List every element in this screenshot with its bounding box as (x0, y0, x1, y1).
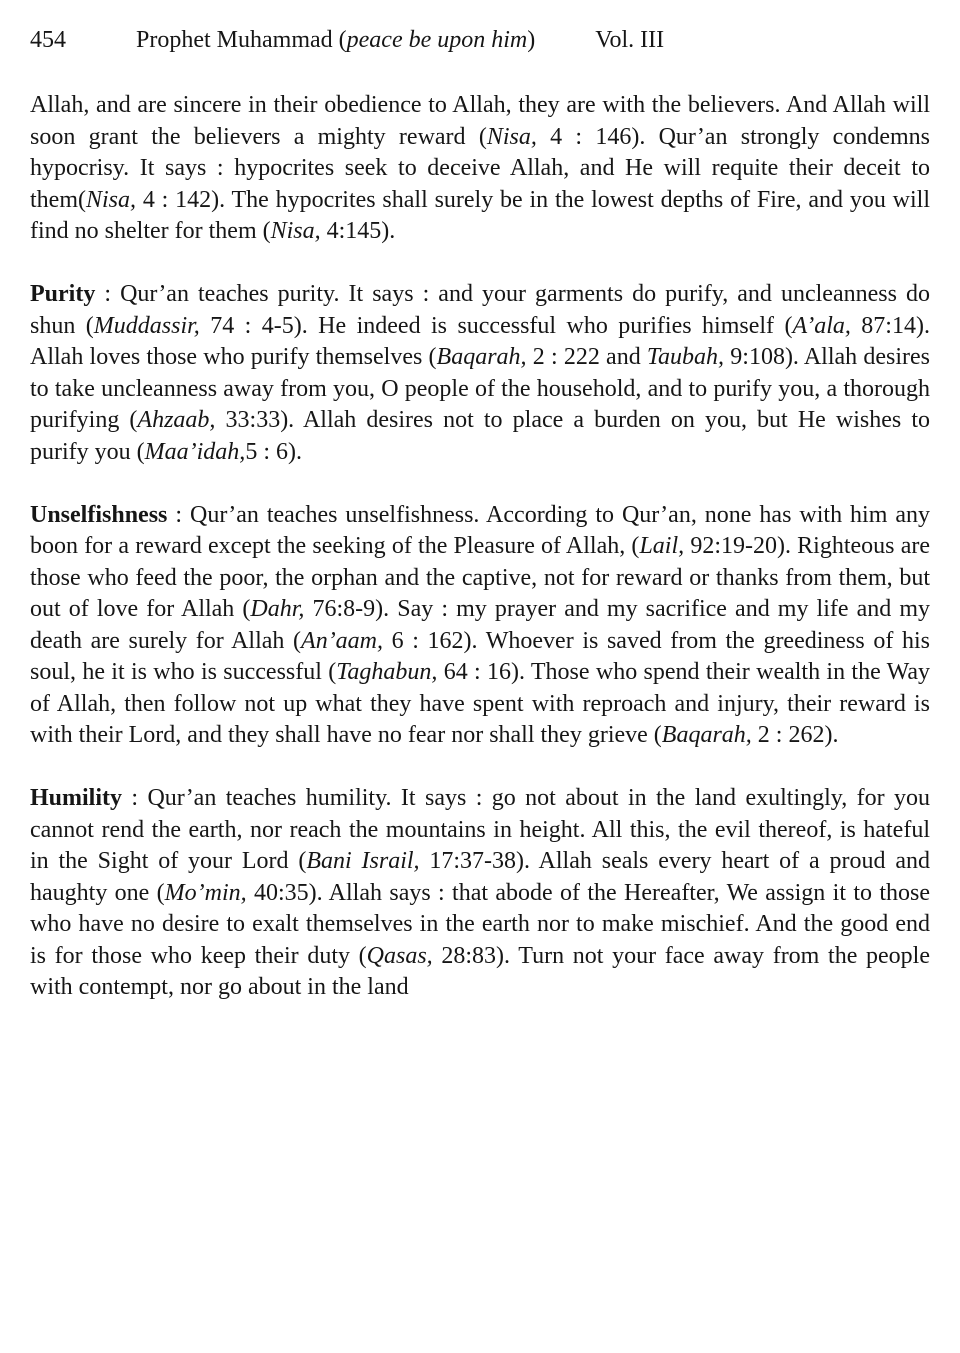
text-run: 40:35). Allah says : that abode of the Hereafter, We assign it to those who have no desire to exalt themselves in the earth nor to make mischief. And the good end is for those who keep their duty ( (30, 879, 931, 969)
text-run: 2 : 222 and (526, 344, 647, 370)
text-run: : Qur’an teaches purity. It says : and your garments do purify, and uncleanness do shun ( (30, 281, 930, 339)
text-run: 4 : 142). The hypocrites shall surely be in the lowest depths of Fire, and you will find no shelter for them ( (30, 186, 930, 244)
text-run: Prophet Muhammad ( (136, 27, 347, 53)
text-run: Nisa, (270, 218, 321, 244)
text-run: Unselfishness (30, 501, 168, 528)
text-run: Baqarah, (661, 722, 752, 748)
text-run: 17:37-38). Allah seals every heart of a proud and haughty one ( (30, 848, 930, 906)
text-run: Mo’min, (164, 879, 247, 906)
text-run: Humility (30, 785, 123, 811)
running-title (136, 26, 535, 54)
text-run: ) (527, 27, 536, 53)
paragraph-hypocrisy (30, 90, 930, 248)
text-run: 76:8-9). Say : my prayer and my sacrifice and my life and my death are surely for Allah ( (30, 596, 931, 654)
text-run: Nisa, (85, 186, 136, 213)
text-run: Purity (30, 281, 96, 307)
text-run: An’aam, (301, 627, 384, 654)
text-run: 74 : 4-5). He indeed is successful who purifies himself ( (199, 312, 793, 339)
volume-label: Vol. III (595, 27, 665, 53)
text-run: Qasas, (366, 942, 433, 969)
text-run: : Qur’an teaches humility. It says : go not about in the land exultingly, for you cannot rend the earth, nor reach the mountains in height. All this, the evil thereof, is hateful in the Sight of your Lord ( (30, 785, 930, 874)
text-run: 9:108). Allah desires to take uncleanness away from you, O people of the household, and to purify you, a thorough purifying ( (30, 344, 930, 433)
text-run: 4 : 146). Qur’an strongly condemns hypocrisy. It says : hypocrites seek to deceive Allah, and He will requite their deceit to them( (30, 123, 930, 213)
text-run: Allah, and are sincere in their obedience to Allah, they are with the believers. And Allah will soon grant the believers a mighty reward ( (30, 92, 930, 150)
text-run: 5 : 6). (245, 438, 302, 465)
page-body (30, 90, 930, 1004)
page-header (30, 26, 930, 54)
text-run: 87:14). Allah loves those who purify themselves ( (30, 312, 930, 370)
text-run: 28:83). Turn not your face away from the people with contempt, nor go about in the land (30, 942, 930, 1000)
text-run: : Qur’an teaches unselfishness. According to Qur’an, none has with him any boon for a reward except the seeking of the Pleasure of Allah, ( (30, 501, 930, 559)
paragraph-unselfishness (30, 500, 930, 752)
text-run: Lail, (639, 533, 685, 559)
text-run: 92:19-20). Righteous are those who feed the poor, the orphan and the captive, not for reward or thanks from them, but out of love for Allah ( (30, 533, 930, 622)
text-run: peace be upon him (346, 27, 528, 53)
text-run: Ahzaab, (137, 407, 216, 433)
text-run: 6 : 162). Whoever is saved from the greediness of his soul, he it is who is successful ( (30, 627, 930, 685)
paragraph-humility (30, 783, 930, 1004)
text-run: Muddassir, (93, 312, 200, 339)
paragraph-purity (30, 279, 930, 468)
text-run: Bani Israil, (306, 848, 420, 874)
text-run: 4:145). (320, 218, 396, 244)
page-number: 454 (30, 27, 66, 53)
text-run: A’ala, (792, 312, 851, 339)
text-run: Dahr, (250, 596, 305, 622)
text-run: 33:33). Allah desires not to place a burden on you, but He wishes to purify you ( (30, 407, 931, 465)
text-run: Nisa, (486, 123, 537, 150)
text-run: Maa’idah, (144, 438, 246, 465)
text-run: 2 : 262). (751, 722, 839, 748)
text-run: Baqarah, (436, 344, 527, 370)
text-run: Taubah, (646, 344, 725, 370)
text-run: Taghabun, (336, 659, 438, 685)
text-run: 64 : 16). Those who spend their wealth in the Way of Allah, then follow not up what they have spent with reproach and injury, their reward is with their Lord, and they shall have no fear nor shall they grieve ( (30, 659, 930, 748)
